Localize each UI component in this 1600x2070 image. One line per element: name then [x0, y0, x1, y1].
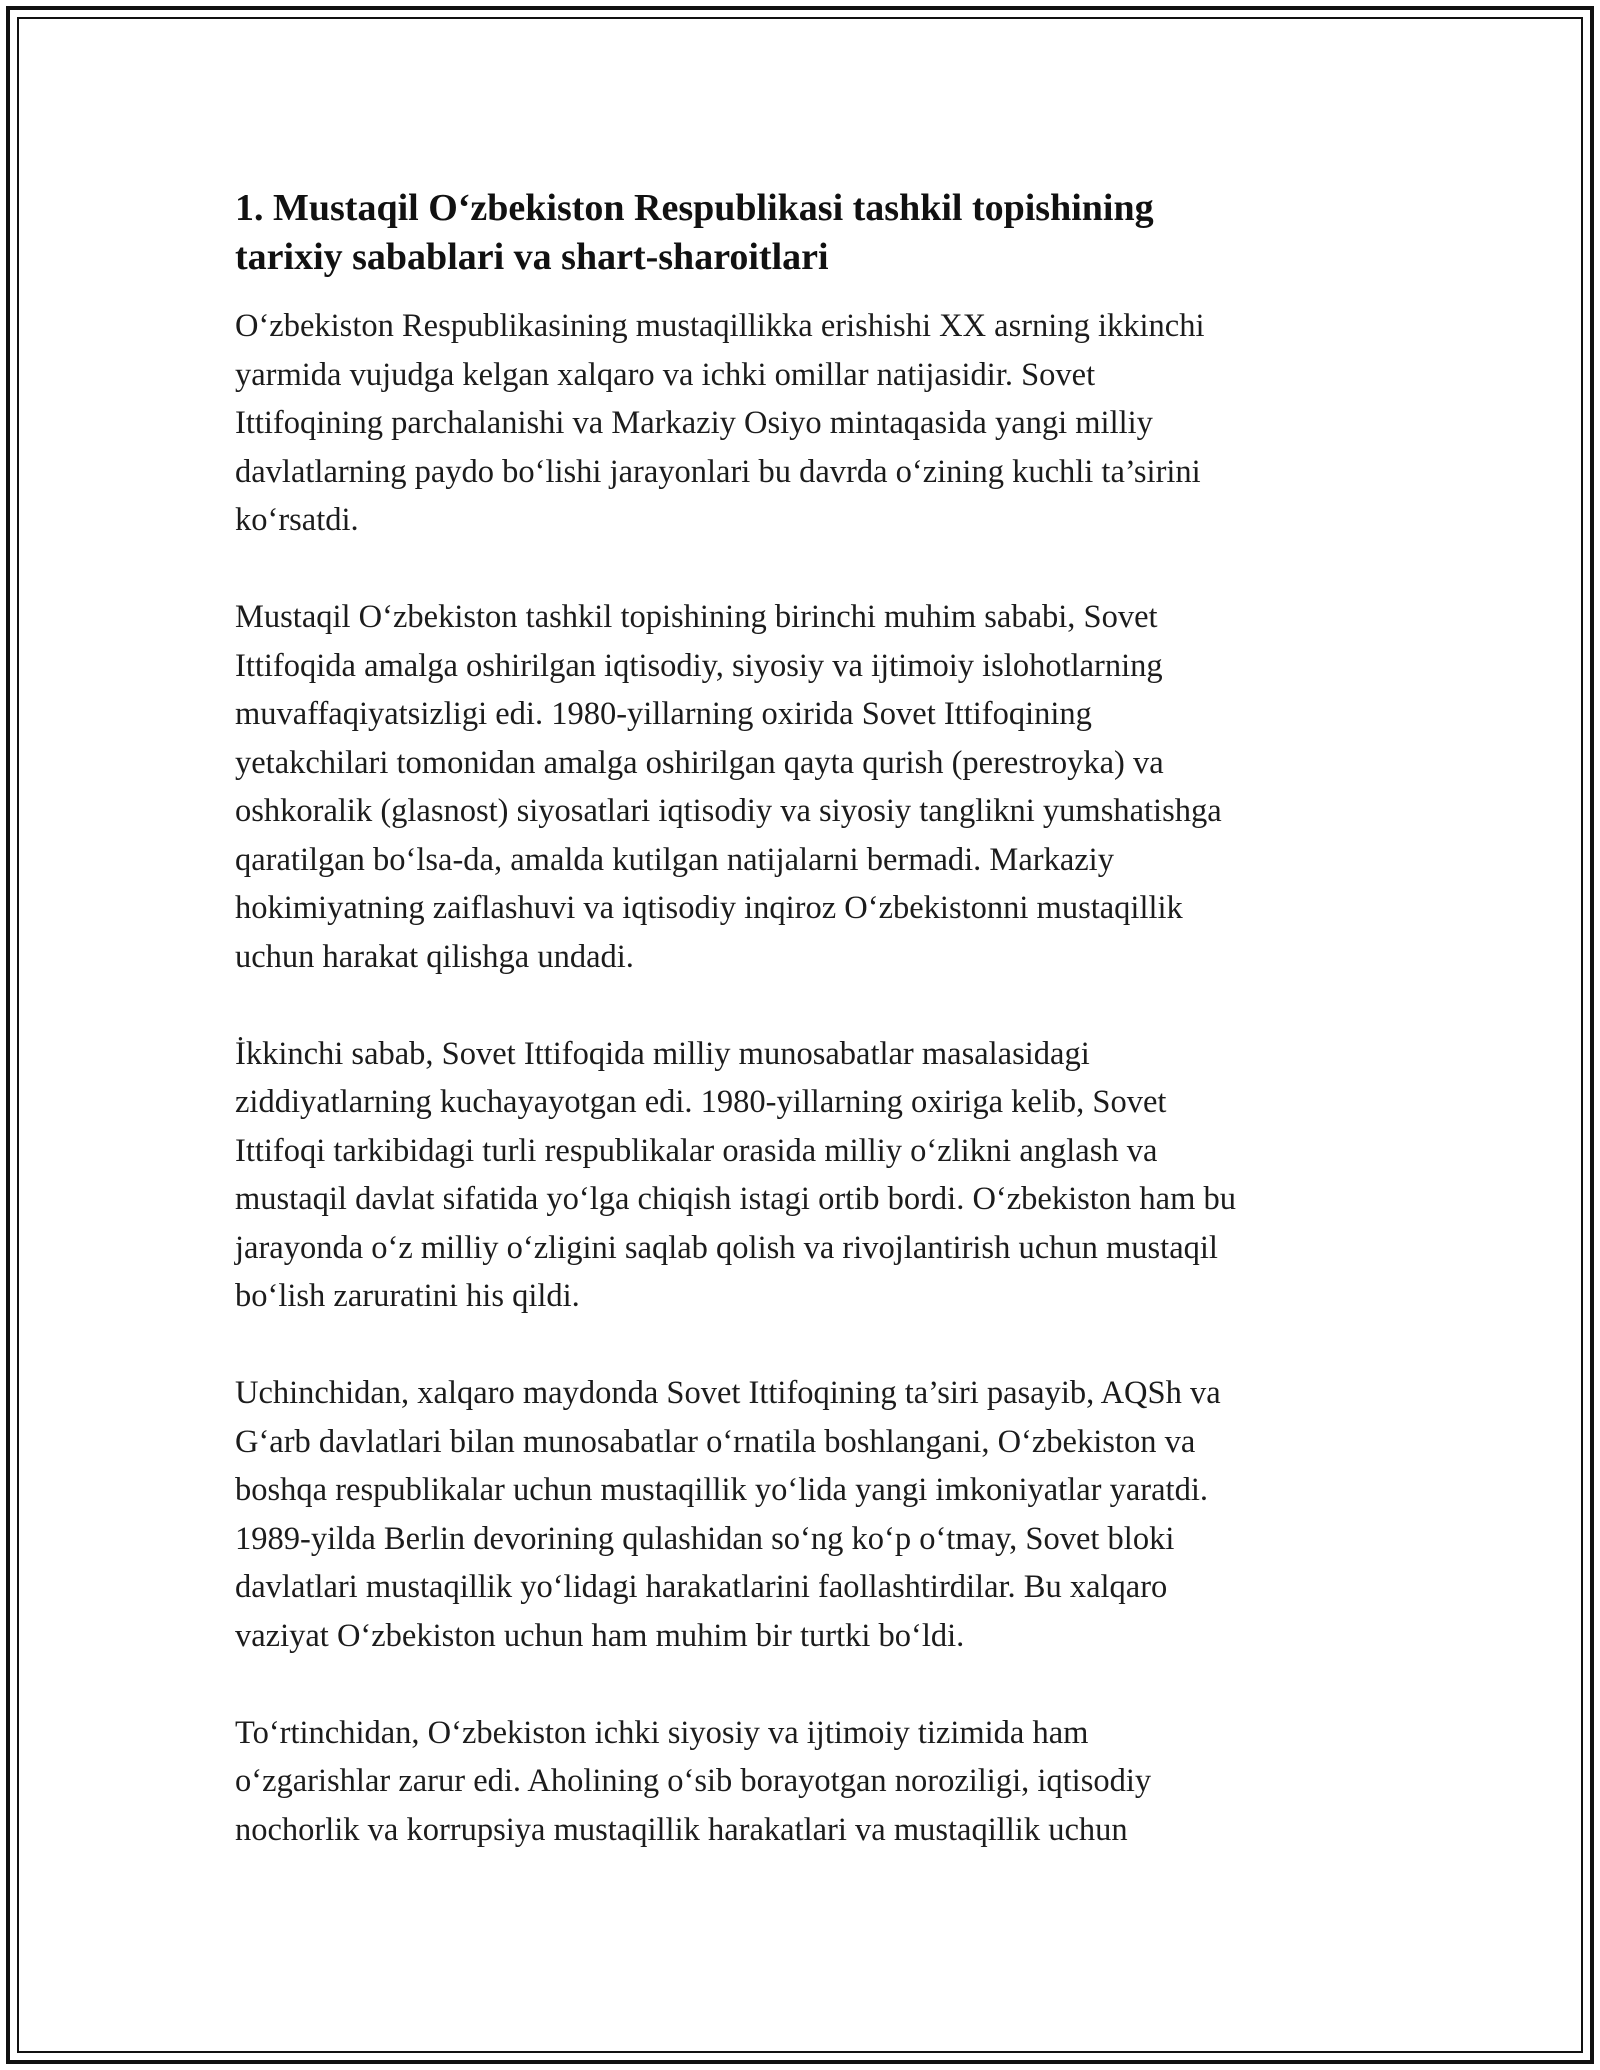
text-line: muvaffaqiyatsizligi edi. 1980-yillarning oxirida Sovet Ittifoqining	[235, 696, 1092, 732]
text-line: qaratilgan bo‘lsa-da, amalda kutilgan natijalarni bermadi. Markaziy	[235, 841, 1114, 878]
text-line: G‘arb davlatlari bilan munosabatlar o‘rnatila boshlangani, O‘zbekiston va	[235, 1423, 1196, 1460]
heading-line: 1. Mustaqil O‘zbekiston Respublikasi tashkil topishining	[235, 187, 1154, 229]
text-line: 1989-yilda Berlin devorining qulashidan so‘ng ko‘p o‘tmay, Sovet bloki	[235, 1520, 1175, 1557]
text-line: ko‘rsatdi.	[235, 502, 359, 538]
text-line: davlatlarning paydo bo‘lishi jarayonlari bu davrda o‘zining kuchli ta’sirini	[235, 453, 1201, 490]
text-line: o‘zgarishlar zarur edi. Aholining o‘sib borayotgan noroziligi, iqtisodiy	[235, 1763, 1152, 1799]
section-heading	[235, 184, 1375, 282]
heading-line: tarixiy sabablari va shart-sharoitlari	[235, 236, 829, 278]
text-line: Ittifoqining parchalanishi va Markaziy Osiyo mintaqasida yangi milliy	[235, 405, 1153, 441]
text-line: yarmida vujudga kelgan xalqaro va ichki omillar natijasidir. Sovet	[235, 356, 1096, 393]
text-line: ziddiyatlarning kuchayayotgan edi. 1980-yillarning oxiriga kelib, Sovet	[235, 1084, 1167, 1120]
text-line: İkkinchi sabab, Sovet Ittifoqida milliy munosabatlar masalasidagi	[235, 1035, 1090, 1072]
text-line: hokimiyatning zaiflashuvi va iqtisodiy inqiroz O‘zbekistonni mustaqillik	[235, 890, 1183, 926]
text-line: Mustaqil O‘zbekiston tashkil topishining birinchi muhim sababi, Sovet	[235, 599, 1158, 635]
text-line: vaziyat O‘zbekiston uchun ham muhim bir turtki bo‘ldi.	[235, 1617, 965, 1654]
text-line: Ittifoqi tarkibidagi turli respublikalar orasida milliy o‘zlikni anglash va	[235, 1132, 1158, 1169]
text-line: Uchinchidan, xalqaro maydonda Sovet Ittifoqining ta’siri pasayib, AQSh va	[235, 1375, 1221, 1411]
text-line: boshqa respublikalar uchun mustaqillik yo‘lida yangi imkoniyatlar yaratdi.	[235, 1472, 1208, 1508]
text-line: bo‘lish zaruratini his qildi.	[235, 1278, 580, 1314]
text-line: davlatlari mustaqillik yo‘lidagi harakatlarini faollashtirdilar. Bu xalqaro	[235, 1569, 1168, 1605]
text-line: jarayonda o‘z milliy o‘zligini saqlab qolish va rivojlantirish uchun mustaqil	[235, 1229, 1218, 1266]
text-line: mustaqil davlat sifatida yo‘lga chiqish istagi ortib bordi. O‘zbekiston ham bu	[235, 1181, 1236, 1217]
text-line: Ittifoqida amalga oshirilgan iqtisodiy, siyosiy va ijtimoiy islohotlarning	[235, 647, 1163, 684]
paragraph-first-reason	[235, 593, 1375, 981]
paragraph-second-reason	[235, 1030, 1375, 1321]
text-line: To‘rtinchidan, O‘zbekiston ichki siyosiy va ijtimoiy tizimida ham	[235, 1714, 1089, 1751]
text-line: oshkoralik (glasnost) siyosatlari iqtisodiy va siyosiy tanglikni yumshatishga	[235, 793, 1222, 829]
paragraph-third-reason	[235, 1369, 1375, 1660]
paragraph-intro	[235, 302, 1375, 545]
text-line: yetakchilari tomonidan amalga oshirilgan qayta qurish (perestroyka) va	[235, 744, 1164, 781]
paragraph-fourth-reason	[235, 1709, 1375, 1855]
text-line: O‘zbekiston Respublikasining mustaqillikka erishishi XX asrning ikkinchi	[235, 308, 1205, 344]
text-line: nochorlik va korrupsiya mustaqillik harakatlari va mustaqillik uchun	[235, 1811, 1128, 1848]
document-body	[235, 184, 1375, 1854]
text-line: uchun harakat qilishga undadi.	[235, 938, 634, 975]
